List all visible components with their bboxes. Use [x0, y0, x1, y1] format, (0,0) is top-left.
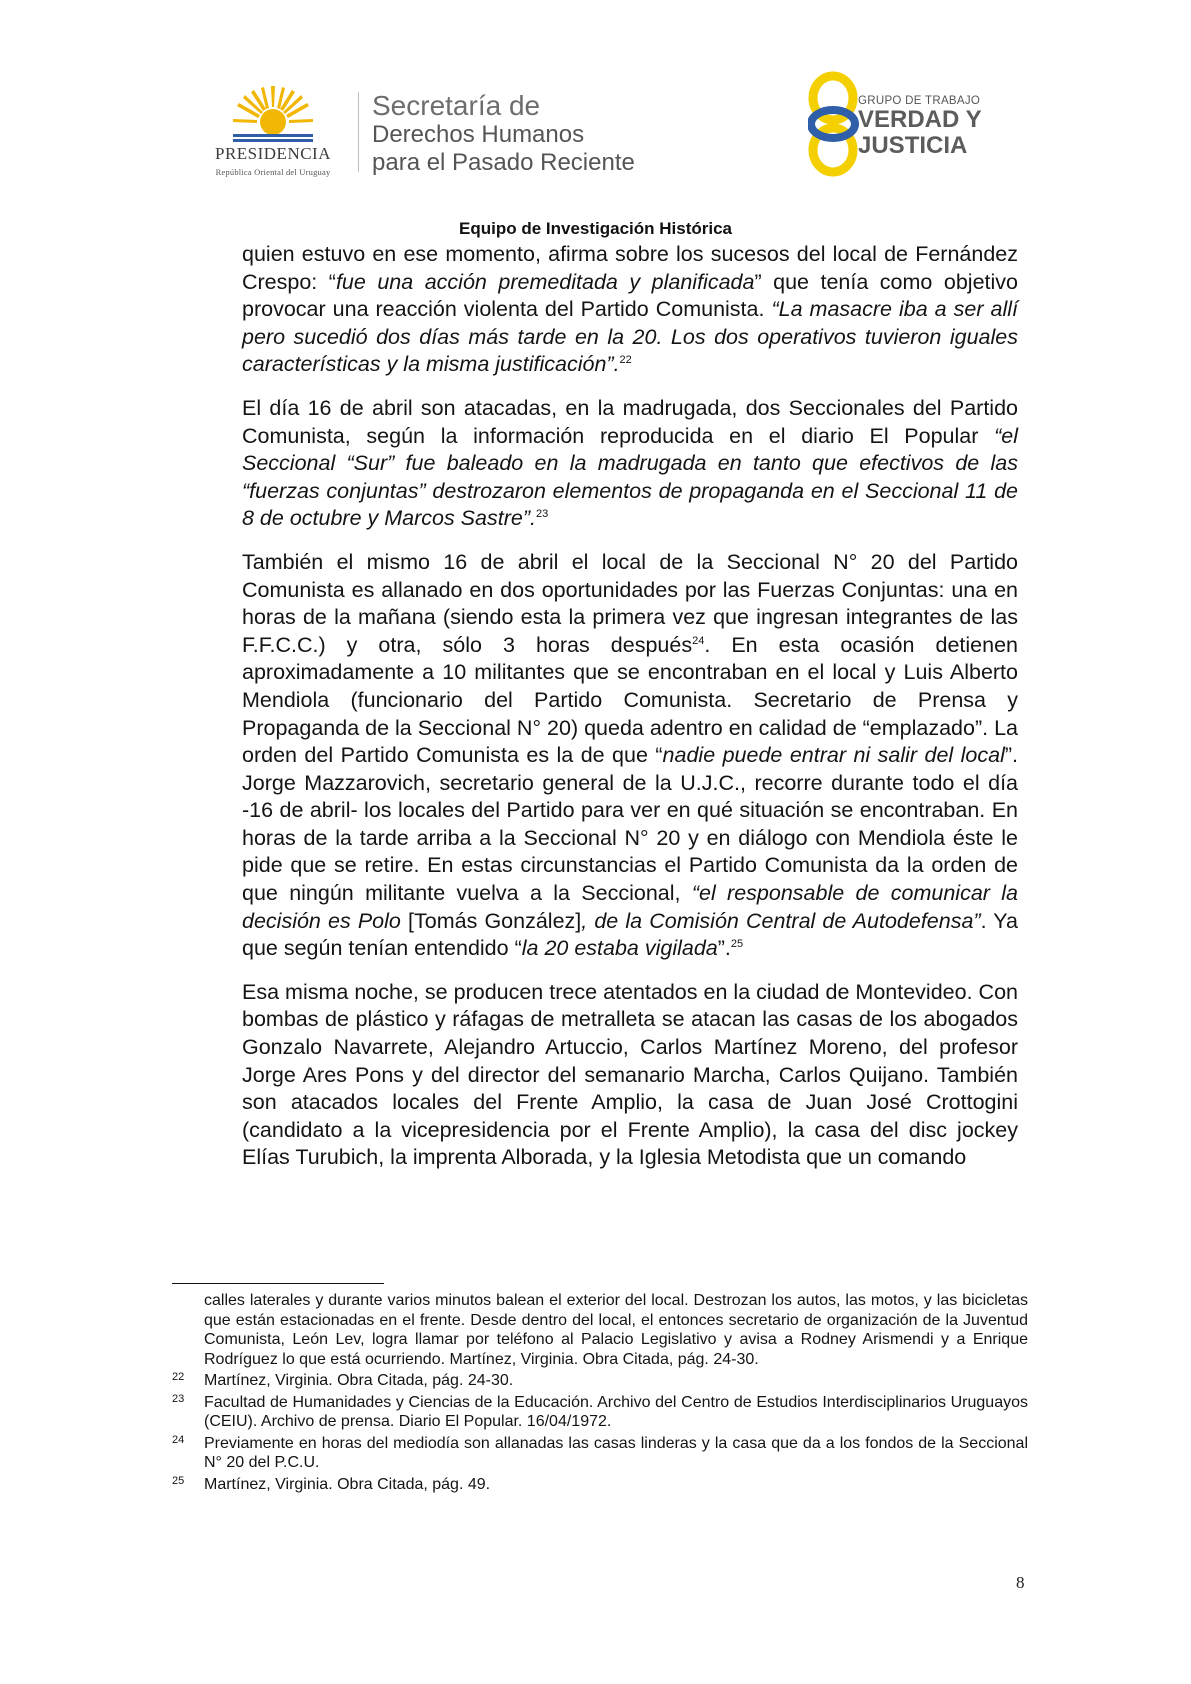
secretaria-line-2: Derechos Humanos	[372, 121, 585, 148]
footnote-text: Martínez, Virginia. Obra Citada, pág. 49.	[204, 1475, 491, 1493]
grupo-trabajo-label: GRUPO DE TRABAJO	[858, 95, 981, 107]
footnotes	[172, 1291, 1028, 1494]
sun-emblem-icon	[233, 82, 313, 144]
grupo-trabajo-logo	[858, 95, 982, 159]
paragraph-3: También el mismo 16 de abril el local de la Seccional N° 20 del Partido Comunista es allanado en dos oportunidades por las Fuerzas Conjuntas: una en horas de la mañana (siendo esta la primera vez que ingresan integrantes de las F.F.C.C.) y otra, sólo 3 horas después$^{24}$. En esta ocasión detienen aproximadamente a 10 militantes que se encontraban en el local y Luis Alberto Mendiola (funcionario del Partido Comunista. Secretario de Prensa y Propaganda de la Seccional N° 20) queda adentro en calidad de “emplazado”. La orden del Partido Comunista es la de que “nadie puede entrar ni salir del local”. Jorge Mazzarovich, secretario general de la U.J.C., recorre durante todo el día -16 de abril- los locales del Partido para ver en qué situación se encontraban. En horas de la tarde arriba a la Seccional N° 20 y en diálogo con Mendiola éste le pide que se retire. En estas circunstancias el Partido Comunista da la orden de que ningún militante vuelva a la Seccional, “el responsable de comunicar la decisión es Polo [Tomás González], de la Comisión Central de Autodefensa”. Ya que según tenían entendido “la 20 estaba vigilada”.$^{25}$	[242, 549, 1018, 961]
page-number: 8	[1016, 1573, 1025, 1592]
paragraph-4: Esa misma noche, se producen trece atentados en la ciudad de Montevideo. Con bombas de plástico y ráfagas de metralleta se atacan las casas de los abogados Gonzalo Navarrete, Alejandro Artuccio, Carlos Martínez Moreno, del profesor Jorge Ares Pons y del director del semanario Marcha, Carlos Quijano. También son atacados locales del Frente Amplio, la casa de Juan José Crottogini (candidato a la vicepresidencia por el Frente Amplio), la casa del disc jockey Elías Turubich, la imprenta Alborada, y la Iglesia Metodista que un comando	[242, 979, 1018, 1170]
footnote-ref-23[interactable]: 23	[535, 508, 549, 521]
paragraph-1: quien estuvo en ese momento, afirma sobre los sucesos del local de Fernández Crespo: “fue una acción premeditada y planificada” que tenía como objetivo provocar una reacción violenta del Partido Comunista. “La masacre iba a ser allí pero sucedió dos días más tarde en la 20. Los dos operativos tuvieron iguales características y la misma justificación”.$^{22}$	[242, 242, 1018, 377]
footnote-number: 25	[172, 1474, 185, 1487]
presidencia-wordmark: PRESIDENCIA	[214, 144, 331, 163]
footnote-ref-22[interactable]: 22	[619, 354, 632, 367]
footnote-24	[172, 1434, 1028, 1473]
verdad-label: VERDAD Y	[858, 106, 982, 133]
footnote-text: Facultad de Humanidades y Ciencias de la Educación. Archivo del Centro de Estudios Interdisciplinarios Uruguayos (CEIU). Archivo de prensa. Diario El Popular. 16/04/1972.	[204, 1393, 1028, 1430]
footnote-text: Previamente en horas del mediodía son allanadas las casas linderas y la casa que da a los fondos de la Seccional N° 20 del P.C.U.	[204, 1434, 1028, 1471]
justicia-label: JUSTICIA	[858, 132, 968, 159]
footnote-23	[172, 1393, 1028, 1432]
header-divider	[358, 92, 359, 172]
secretaria-logo	[372, 90, 635, 177]
footnote-separator	[172, 1283, 384, 1284]
footnote-text: Martínez, Virginia. Obra Citada, pág. 24-30.	[204, 1372, 514, 1389]
team-title: Equipo de Investigación Histórica	[459, 219, 732, 238]
page-header	[0, 0, 1191, 210]
secretaria-line-1: Secretaría de	[372, 90, 541, 121]
footnote-number: 24	[172, 1433, 185, 1446]
footnote-ref-24[interactable]: 24	[692, 634, 705, 647]
footnote-25	[172, 1475, 1028, 1495]
footnote-number: 22	[172, 1371, 185, 1383]
presidencia-subtitle: República Oriental del Uruguay	[215, 167, 331, 177]
footnote-22	[172, 1371, 1028, 1391]
footnote-continuation: calles laterales y durante varios minutos balean el exterior del local. Destrozan los autos, las motos, y las bicicletas que están estacionadas en el frente. Desde dentro del local, el entonces secretario de organización de la Juventud Comunista, León Lev, logra llamar por teléfono al Palacio Legislativo y avisa a Rodney Arismendi y a Enrique Rodríguez lo que está ocurriendo. Martínez, Virginia. Obra Citada, pág. 24-30.	[204, 1292, 1028, 1368]
footnote-number: 23	[172, 1392, 185, 1405]
presidencia-logo	[193, 82, 353, 182]
body-text	[242, 241, 1018, 1188]
footnote-ref-25[interactable]: 25	[730, 938, 744, 951]
secretaria-line-3: para el Pasado Reciente	[372, 149, 635, 176]
paragraph-2: El día 16 de abril son atacadas, en la madrugada, dos Seccionales del Partido Comunista, según la información reproducida en el diario El Popular “el Seccional “Sur” fue baleado en la madrugada en tanto que efectivos de las “fuerzas conjuntas” destrozaron elementos de propaganda en el Seccional 11 de 8 de octubre y Marcos Sastre”.$^{23}$	[242, 395, 1018, 531]
